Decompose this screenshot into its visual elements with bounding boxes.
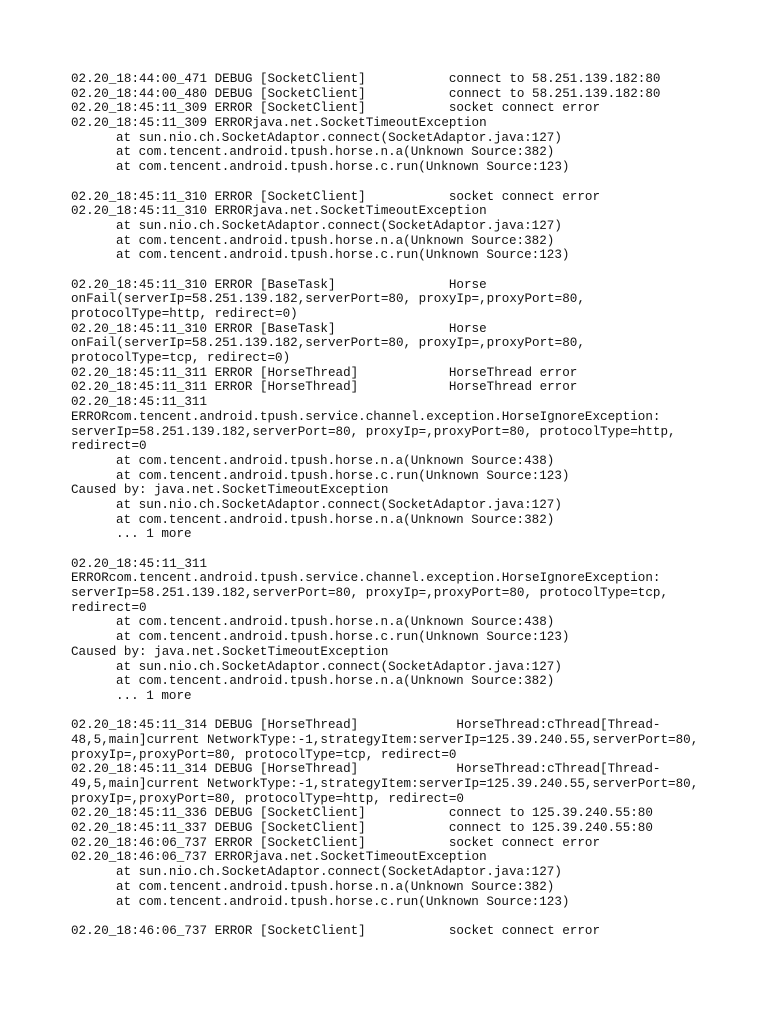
stack-trace-line: at com.tencent.android.tpush.horse.n.a(Unknown Source:382): [116, 879, 555, 894]
log-line: 02.20_18:45:11_310 ERROR [SocketClient] socket connect error: [71, 189, 601, 204]
log-line: redirect=0: [71, 600, 147, 615]
log-line: 02.20_18:45:11_311 ERROR [HorseThread] HorseThread error: [71, 365, 578, 380]
log-line: redirect=0: [71, 439, 147, 454]
log-line: 02.20_18:46:06_737 ERRORjava.net.SocketTimeoutException: [71, 850, 487, 865]
stack-trace-line: at com.tencent.android.tpush.horse.n.a(Unknown Source:382): [116, 145, 555, 160]
log-line: serverIp=58.251.139.182,serverPort=80, proxyIp=,proxyPort=80, protocolType=tcp,: [71, 586, 669, 601]
stack-trace-line: at com.tencent.android.tpush.horse.c.run(Unknown Source:123): [116, 160, 570, 175]
log-line: 02.20_18:45:11_337 DEBUG [SocketClient] connect to 125.39.240.55:80: [71, 821, 653, 836]
blank-line: [71, 909, 761, 924]
log-line: 02.20_18:45:11_314 DEBUG [HorseThread] HorseThread:cThread[Thread-: [71, 718, 661, 733]
log-line: 02.20_18:45:11_311: [71, 556, 208, 571]
stack-trace-line: at com.tencent.android.tpush.horse.n.a(Unknown Source:382): [116, 512, 555, 527]
log-line: 02.20_18:45:11_311 ERROR [HorseThread] HorseThread error: [71, 380, 578, 395]
log-line: 02.20_18:46:06_737 ERROR [SocketClient] socket connect error: [71, 923, 601, 938]
stack-trace-line: at com.tencent.android.tpush.horse.c.run(Unknown Source:123): [116, 630, 570, 645]
log-line: 02.20_18:45:11_309 ERROR [SocketClient] socket connect error: [71, 101, 601, 116]
log-line: 02.20_18:45:11_314 DEBUG [HorseThread] HorseThread:cThread[Thread-: [71, 762, 661, 777]
caused-by-line: Caused by: java.net.SocketTimeoutException: [71, 483, 389, 498]
blank-line: [71, 542, 761, 557]
log-line: proxyIp=,proxyPort=80, protocolType=tcp, redirect=0: [71, 747, 457, 762]
log-document: [71, 72, 761, 939]
stack-trace-line: at com.tencent.android.tpush.horse.c.run(Unknown Source:123): [116, 894, 570, 909]
stack-trace-line: at sun.nio.ch.SocketAdaptor.connect(SocketAdaptor.java:127): [116, 218, 562, 233]
log-line: protocolType=http, redirect=0): [71, 307, 298, 321]
log-line: 02.20_18:44:00_471 DEBUG [SocketClient] connect to 58.251.139.182:80: [71, 72, 661, 86]
log-line: 02.20_18:45:11_310 ERROR [BaseTask] Horse: [71, 321, 487, 336]
log-line: 02.20_18:46:06_737 ERROR [SocketClient] socket connect error: [71, 835, 601, 850]
stack-trace-line: ... 1 more: [116, 527, 192, 542]
blank-line: [71, 263, 761, 278]
log-line: ERRORcom.tencent.android.tpush.service.channel.exception.HorseIgnoreException:: [71, 571, 661, 586]
log-line: protocolType=tcp, redirect=0): [71, 351, 291, 366]
log-line: 02.20_18:45:11_309 ERRORjava.net.SocketTimeoutException: [71, 116, 487, 131]
log-line: serverIp=58.251.139.182,serverPort=80, proxyIp=,proxyPort=80, protocolType=http,: [71, 424, 676, 439]
log-line: proxyIp=,proxyPort=80, protocolType=http, redirect=0: [71, 791, 464, 806]
stack-trace-line: at com.tencent.android.tpush.horse.c.run(Unknown Source:123): [116, 248, 570, 263]
log-line: onFail(serverIp=58.251.139.182,serverPort=80, proxyIp=,proxyPort=80,: [71, 292, 585, 307]
log-line: 02.20_18:44:00_480 DEBUG [SocketClient] connect to 58.251.139.182:80: [71, 86, 661, 101]
stack-trace-line: at com.tencent.android.tpush.horse.n.a(Unknown Source:382): [116, 233, 555, 248]
blank-line: [71, 175, 761, 190]
stack-trace-line: at sun.nio.ch.SocketAdaptor.connect(SocketAdaptor.java:127): [116, 659, 562, 674]
log-line: ERRORcom.tencent.android.tpush.service.channel.exception.HorseIgnoreException:: [71, 409, 661, 424]
log-line: 02.20_18:45:11_336 DEBUG [SocketClient] connect to 125.39.240.55:80: [71, 806, 653, 821]
log-line: 02.20_18:45:11_310 ERRORjava.net.SocketTimeoutException: [71, 204, 487, 219]
blank-line: [71, 704, 761, 719]
log-line: 49,5,main]current NetworkType:-1,strategyItem:serverIp=125.39.240.55,serverPort=80,: [71, 777, 699, 791]
caused-by-line: Caused by: java.net.SocketTimeoutException: [71, 644, 389, 659]
log-line: 48,5,main]current NetworkType:-1,strategyItem:serverIp=125.39.240.55,serverPort=80,: [71, 732, 699, 747]
stack-trace-line: ... 1 more: [116, 688, 192, 703]
stack-trace-line: at com.tencent.android.tpush.horse.n.a(Unknown Source:438): [116, 615, 555, 630]
stack-trace-line: at sun.nio.ch.SocketAdaptor.connect(SocketAdaptor.java:127): [116, 865, 562, 880]
stack-trace-line: at com.tencent.android.tpush.horse.n.a(Unknown Source:382): [116, 674, 555, 689]
stack-trace-line: at sun.nio.ch.SocketAdaptor.connect(SocketAdaptor.java:127): [116, 497, 562, 512]
log-line: 02.20_18:45:11_310 ERROR [BaseTask] Horse: [71, 277, 487, 292]
stack-trace-line: at com.tencent.android.tpush.horse.n.a(Unknown Source:438): [116, 453, 555, 468]
log-line: onFail(serverIp=58.251.139.182,serverPort=80, proxyIp=,proxyPort=80,: [71, 336, 585, 351]
stack-trace-line: at sun.nio.ch.SocketAdaptor.connect(SocketAdaptor.java:127): [116, 130, 562, 145]
log-line: 02.20_18:45:11_311: [71, 395, 208, 410]
stack-trace-line: at com.tencent.android.tpush.horse.c.run(Unknown Source:123): [116, 468, 570, 483]
